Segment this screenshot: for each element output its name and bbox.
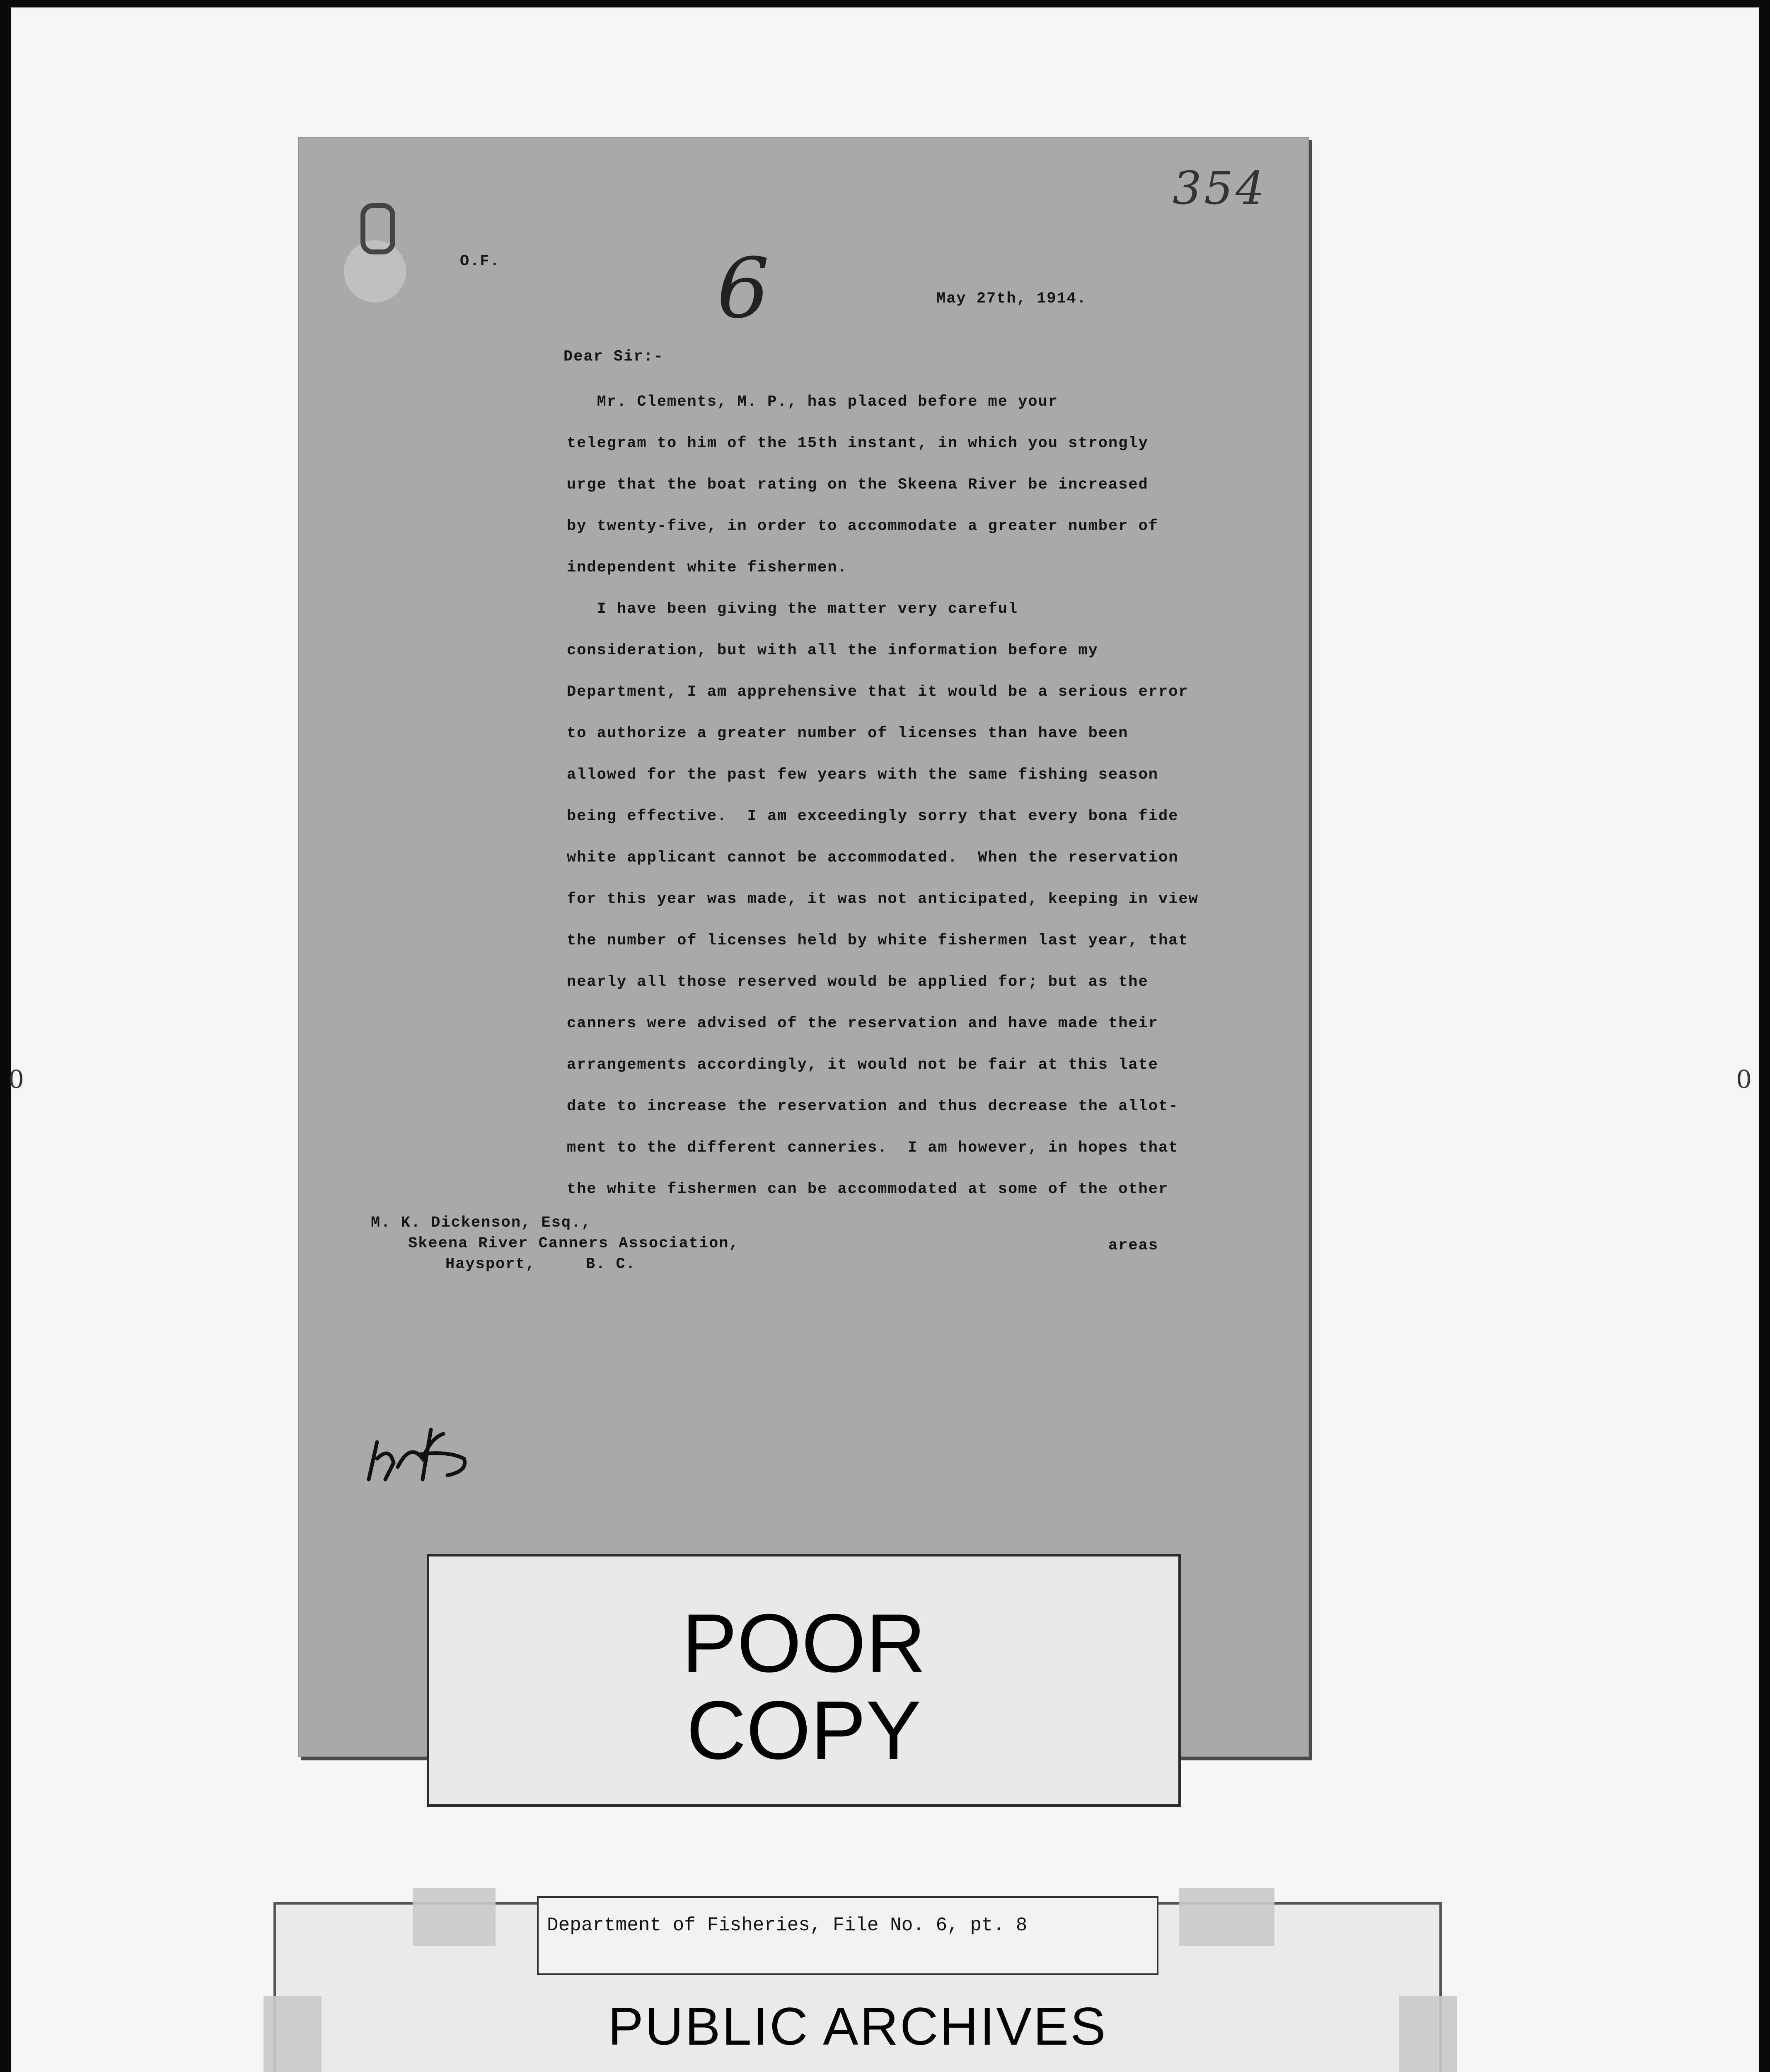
poor-copy-line2: COPY <box>686 1684 921 1777</box>
body-line: nearly all those reserved would be applied for; but as the <box>567 973 1149 991</box>
body-line: being effective. I am exceedingly sorry that every bona fide <box>567 808 1179 825</box>
body-line: canners were advised of the reservation and have made their <box>567 1015 1159 1032</box>
handwritten-page-number: 354 <box>1173 162 1267 215</box>
tape-strip <box>1179 1888 1274 1946</box>
body-line: Mr. Clements, M. P., has placed before me your <box>567 393 1058 411</box>
body-line: white applicant cannot be accommodated. When the reservation <box>567 849 1179 867</box>
addressee-line: M. K. Dickenson, Esq., <box>371 1214 592 1232</box>
archives-title-en: PUBLIC ARCHIVES <box>608 1997 1107 2056</box>
poor-copy-card <box>427 1554 1181 1807</box>
file-reference-box <box>537 1896 1158 1975</box>
left-margin-mark: 0 <box>8 1065 24 1094</box>
letter-date: May 27th, 1914. <box>936 290 1087 307</box>
body-line: for this year was made, it was not anticipated, keeping in view <box>567 891 1199 908</box>
addressee-line: Skeena River Canners Association, <box>408 1235 739 1252</box>
body-line: date to increase the reservation and thus decrease the allot- <box>567 1098 1179 1115</box>
body-line: consideration, but with all the information before my <box>567 642 1098 659</box>
body-line: ment to the different canneries. I am however, in hopes that <box>567 1139 1179 1157</box>
body-line: to authorize a greater number of licenses than have been <box>567 725 1129 742</box>
right-margin-mark: 0 <box>1736 1065 1752 1094</box>
body-line: arrangements accordingly, it would not be fair at this late <box>567 1056 1159 1074</box>
handwritten-file-number: 6 <box>717 240 770 337</box>
body-line: telegram to him of the 15th instant, in which you strongly <box>567 435 1149 452</box>
handwritten-initials <box>360 1397 485 1496</box>
archives-label-card <box>273 1902 1442 2072</box>
body-line: Department, I am apprehensive that it would be a serious error <box>567 683 1189 701</box>
paper-clip-mark <box>360 203 395 254</box>
body-line: by twenty-five, in order to accommodate a greater number of <box>567 518 1159 535</box>
letter-page <box>298 137 1309 1757</box>
addressee-line: Haysport, B. C. <box>445 1256 636 1273</box>
file-reference: Department of Fisheries, File No. 6, pt. 8 <box>547 1915 1028 1936</box>
continuation-word: areas <box>1108 1237 1159 1254</box>
salutation: Dear Sir:- <box>563 348 664 366</box>
body-line: allowed for the past few years with the same fishing season <box>567 766 1159 784</box>
tape-strip <box>413 1888 496 1946</box>
body-line: the number of licenses held by white fishermen last year, that <box>567 932 1189 949</box>
body-line: urge that the boat rating on the Skeena River be increased <box>567 476 1149 494</box>
body-line: the white fishermen can be accommodated at some of the other <box>567 1181 1169 1198</box>
poor-copy-line1: POOR <box>682 1597 926 1690</box>
body-line: I have been giving the matter very careful <box>567 600 1018 618</box>
header-code: O.F. <box>460 253 500 270</box>
body-line: independent white fishermen. <box>567 559 848 576</box>
letter-body <box>567 381 1199 1210</box>
